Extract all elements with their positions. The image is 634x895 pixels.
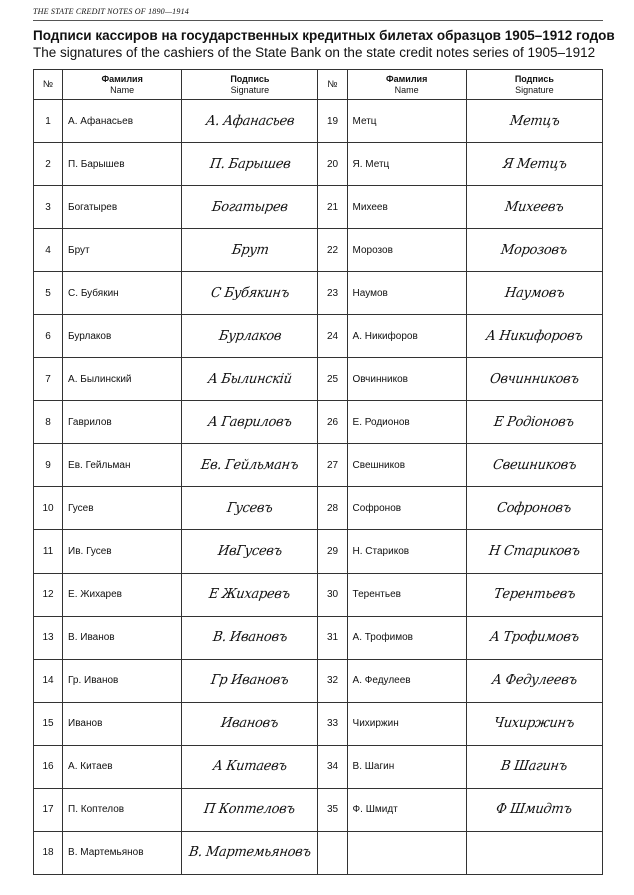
cashier-name: Наумов: [347, 272, 466, 315]
signature-image: Бурлаков: [217, 328, 283, 345]
signature-image: ИвГусевъ: [216, 543, 283, 560]
cashier-signature: [182, 186, 318, 229]
cashier-number: 1: [34, 100, 63, 143]
cashier-name: Н. Стариков: [347, 530, 466, 573]
cashier-name: Овчинников: [347, 358, 466, 401]
cashier-number: 16: [34, 745, 63, 788]
table-row: [34, 401, 603, 444]
signature-image: Свешниковъ: [491, 457, 578, 474]
signature-image: С Бубякинъ: [209, 285, 291, 302]
cashier-number: 17: [34, 788, 63, 831]
signature-image: В. Мартемьяновъ: [187, 845, 312, 861]
signature-image: А Никифоровъ: [484, 328, 584, 345]
cashier-name: Терентьев: [347, 573, 466, 616]
signature-image: Н Стариковъ: [487, 543, 581, 560]
cashier-signature: [182, 487, 318, 530]
cashier-signature: [182, 788, 318, 831]
signature-image: Е Родiоновъ: [493, 414, 576, 431]
cashier-name: А. Китаев: [63, 745, 182, 788]
cashier-signature: [466, 444, 602, 487]
cashier-number: 26: [318, 401, 347, 444]
cashier-signature: [466, 530, 602, 573]
cashier-name: Богатырев: [63, 186, 182, 229]
cashier-number: 8: [34, 401, 63, 444]
cashier-signature: [466, 573, 602, 616]
signature-image: А Федулеевъ: [490, 672, 578, 689]
cashier-number: 5: [34, 272, 63, 315]
signature-image: Наумовъ: [503, 285, 566, 302]
cashier-name: Морозов: [347, 229, 466, 272]
signature-image: Ивановъ: [220, 715, 280, 732]
cashier-name: А. Федулеев: [347, 659, 466, 702]
cashier-number: 10: [34, 487, 63, 530]
cashier-name: А. Никифоров: [347, 315, 466, 358]
table-row: [34, 487, 603, 530]
cashier-signature: [466, 229, 602, 272]
cashier-number: 4: [34, 229, 63, 272]
signature-image: А Былинскiй: [206, 371, 293, 388]
signature-image: Ев. Гейльманъ: [200, 457, 300, 474]
cashier-number: 3: [34, 186, 63, 229]
signature-image: П. Барышев: [208, 156, 292, 172]
cashier-signature: [182, 702, 318, 745]
cashier-number: 29: [318, 530, 347, 573]
table-row: [34, 444, 603, 487]
cashier-signature: [466, 358, 602, 401]
cashier-signature: [182, 616, 318, 659]
empty-cell: [347, 831, 466, 874]
cashier-name: Е. Жихарев: [63, 573, 182, 616]
signature-image: В. Ивановъ: [211, 629, 289, 646]
table-row: [34, 143, 603, 186]
cashier-name: Гаврилов: [63, 401, 182, 444]
signature-image: Чихиржинъ: [493, 715, 576, 732]
table-row: [34, 186, 603, 229]
signature-image: Брут: [230, 242, 270, 259]
page-title-russian: Подписи кассиров на государственных кредитных билетах образцов 1905–1912 годов: [33, 28, 615, 43]
signature-image: Морозовъ: [500, 242, 569, 259]
table-row: [34, 530, 603, 573]
cashier-number: 9: [34, 444, 63, 487]
cashier-name: П. Барышев: [63, 143, 182, 186]
cashier-name: Ф. Шмидт: [347, 788, 466, 831]
header-name-ru: Фамилия: [385, 73, 428, 84]
table-row: [34, 100, 603, 143]
table-row: [34, 616, 603, 659]
signature-image: В Шагинъ: [500, 758, 569, 775]
cashier-name: Ив. Гусев: [63, 530, 182, 573]
table-row: [34, 745, 603, 788]
cashier-signature: [182, 530, 318, 573]
signature-image: А Трофимовъ: [488, 629, 580, 646]
cashier-name: Метц: [347, 100, 466, 143]
cashier-name: В. Шагин: [347, 745, 466, 788]
cashier-number: 14: [34, 659, 63, 702]
cashier-name: П. Коптелов: [63, 788, 182, 831]
cashier-signature: [466, 487, 602, 530]
cashier-number: 7: [34, 358, 63, 401]
cashier-name: Гусев: [63, 487, 182, 530]
cashier-name: Ев. Гейльман: [63, 444, 182, 487]
header-signature-en: Signature: [515, 84, 554, 95]
cashier-signature: [182, 573, 318, 616]
cashier-number: 6: [34, 315, 63, 358]
header-name-en: Name: [110, 84, 135, 95]
cashier-number: 33: [318, 702, 347, 745]
cashier-number: 20: [318, 143, 347, 186]
cashier-number: 24: [318, 315, 347, 358]
cashier-name: А. Трофимов: [347, 616, 466, 659]
cashier-signature: [466, 272, 602, 315]
running-head: THE STATE CREDIT NOTES OF 1890—1914: [33, 7, 189, 16]
signature-image: А. Афанасьев: [204, 113, 296, 129]
cashier-signature: [182, 229, 318, 272]
cashier-number: 34: [318, 745, 347, 788]
table-row: [34, 272, 603, 315]
table-row: [34, 229, 603, 272]
cashier-name: А. Афанасьев: [63, 100, 182, 143]
cashier-number: 35: [318, 788, 347, 831]
cashier-number: 21: [318, 186, 347, 229]
cashier-number: 12: [34, 573, 63, 616]
cashier-signature: [182, 401, 318, 444]
cashier-signature: [182, 100, 318, 143]
table-row: [34, 831, 603, 874]
cashier-name: В. Иванов: [63, 616, 182, 659]
empty-cell: [466, 831, 602, 874]
cashier-number: 31: [318, 616, 347, 659]
cashier-signature: [466, 745, 602, 788]
cashier-name: Иванов: [63, 702, 182, 745]
signature-image: Гусевъ: [225, 500, 274, 517]
cashier-number: 13: [34, 616, 63, 659]
header-no-left: №: [34, 70, 63, 100]
cashier-number: 28: [318, 487, 347, 530]
signature-image: А Китаевъ: [211, 758, 288, 775]
signature-image: Богатырев: [211, 199, 289, 215]
cashier-name: Софронов: [347, 487, 466, 530]
cashier-name: Гр. Иванов: [63, 659, 182, 702]
table-row: [34, 573, 603, 616]
cashier-number: 23: [318, 272, 347, 315]
cashier-signature: [466, 401, 602, 444]
signature-image: Софроновъ: [496, 500, 573, 517]
cashier-name: С. Бубякин: [63, 272, 182, 315]
signature-image: Гр Ивановъ: [210, 672, 290, 689]
cashier-signature: [182, 831, 318, 874]
cashier-name: А. Былинский: [63, 358, 182, 401]
cashier-number: 2: [34, 143, 63, 186]
header-signature-ru: Подпись: [230, 73, 270, 84]
cashier-signature: [466, 788, 602, 831]
header-signature-ru: Подпись: [514, 73, 554, 84]
signature-image: Михеевъ: [503, 199, 565, 215]
cashier-signature: [466, 143, 602, 186]
page-title-english: The signatures of the cashiers of the State Bank on the state credit notes series of 1905–1912: [33, 45, 596, 60]
cashier-number: 30: [318, 573, 347, 616]
cashier-number: 27: [318, 444, 347, 487]
cashier-name: Чихиржин: [347, 702, 466, 745]
cashier-number: 18: [34, 831, 63, 874]
header-signature-en: Signature: [230, 84, 270, 95]
cashier-signature: [182, 659, 318, 702]
cashier-signature: [182, 315, 318, 358]
cashier-signature: [466, 659, 602, 702]
cashier-number: 25: [318, 358, 347, 401]
cashier-signature: [466, 702, 602, 745]
table-row: [34, 702, 603, 745]
cashier-signature: [466, 100, 602, 143]
signature-image: Терентьевъ: [492, 586, 577, 603]
signature-image: Я Метцъ: [501, 156, 568, 172]
header-signature-left: [182, 70, 318, 100]
header-signature-right: [466, 70, 602, 100]
cashier-signature: [466, 315, 602, 358]
header-name-en: Name: [394, 84, 419, 95]
cashier-signature: [466, 186, 602, 229]
cashier-name: Брут: [63, 229, 182, 272]
cashier-name: В. Мартемьянов: [63, 831, 182, 874]
cashier-signature: [182, 745, 318, 788]
cashier-name: Бурлаков: [63, 315, 182, 358]
signature-image: П Коптеловъ: [203, 801, 297, 818]
header-name-right: [347, 70, 466, 100]
cashier-number: 11: [34, 530, 63, 573]
cashier-signature: [182, 358, 318, 401]
cashier-signature: [182, 272, 318, 315]
table-row: [34, 315, 603, 358]
cashier-signature: [182, 444, 318, 487]
cashier-number: 19: [318, 100, 347, 143]
signature-image: Метцъ: [508, 113, 561, 129]
cashier-name: Михеев: [347, 186, 466, 229]
table-row: [34, 788, 603, 831]
table-header-row: [34, 70, 603, 100]
cashier-signature: [182, 143, 318, 186]
signature-image: А Гавриловъ: [206, 414, 293, 431]
header-rule: [33, 20, 603, 21]
header-no-right: №: [318, 70, 347, 100]
table-row: [34, 358, 603, 401]
cashier-name: Свешников: [347, 444, 466, 487]
signature-image: Ф Шмидтъ: [495, 801, 574, 818]
cashier-name: Е. Родионов: [347, 401, 466, 444]
header-name-ru: Фамилия: [101, 73, 143, 84]
cashier-number: 15: [34, 702, 63, 745]
signature-image: Овчинниковъ: [488, 371, 580, 388]
cashier-number: 22: [318, 229, 347, 272]
cashier-signature: [466, 616, 602, 659]
header-name-left: [63, 70, 182, 100]
empty-cell: [318, 831, 347, 874]
cashier-name: Я. Метц: [347, 143, 466, 186]
table-row: [34, 659, 603, 702]
cashier-number: 32: [318, 659, 347, 702]
signature-image: Е Жихаревъ: [208, 586, 292, 603]
signatures-table: [33, 69, 603, 875]
